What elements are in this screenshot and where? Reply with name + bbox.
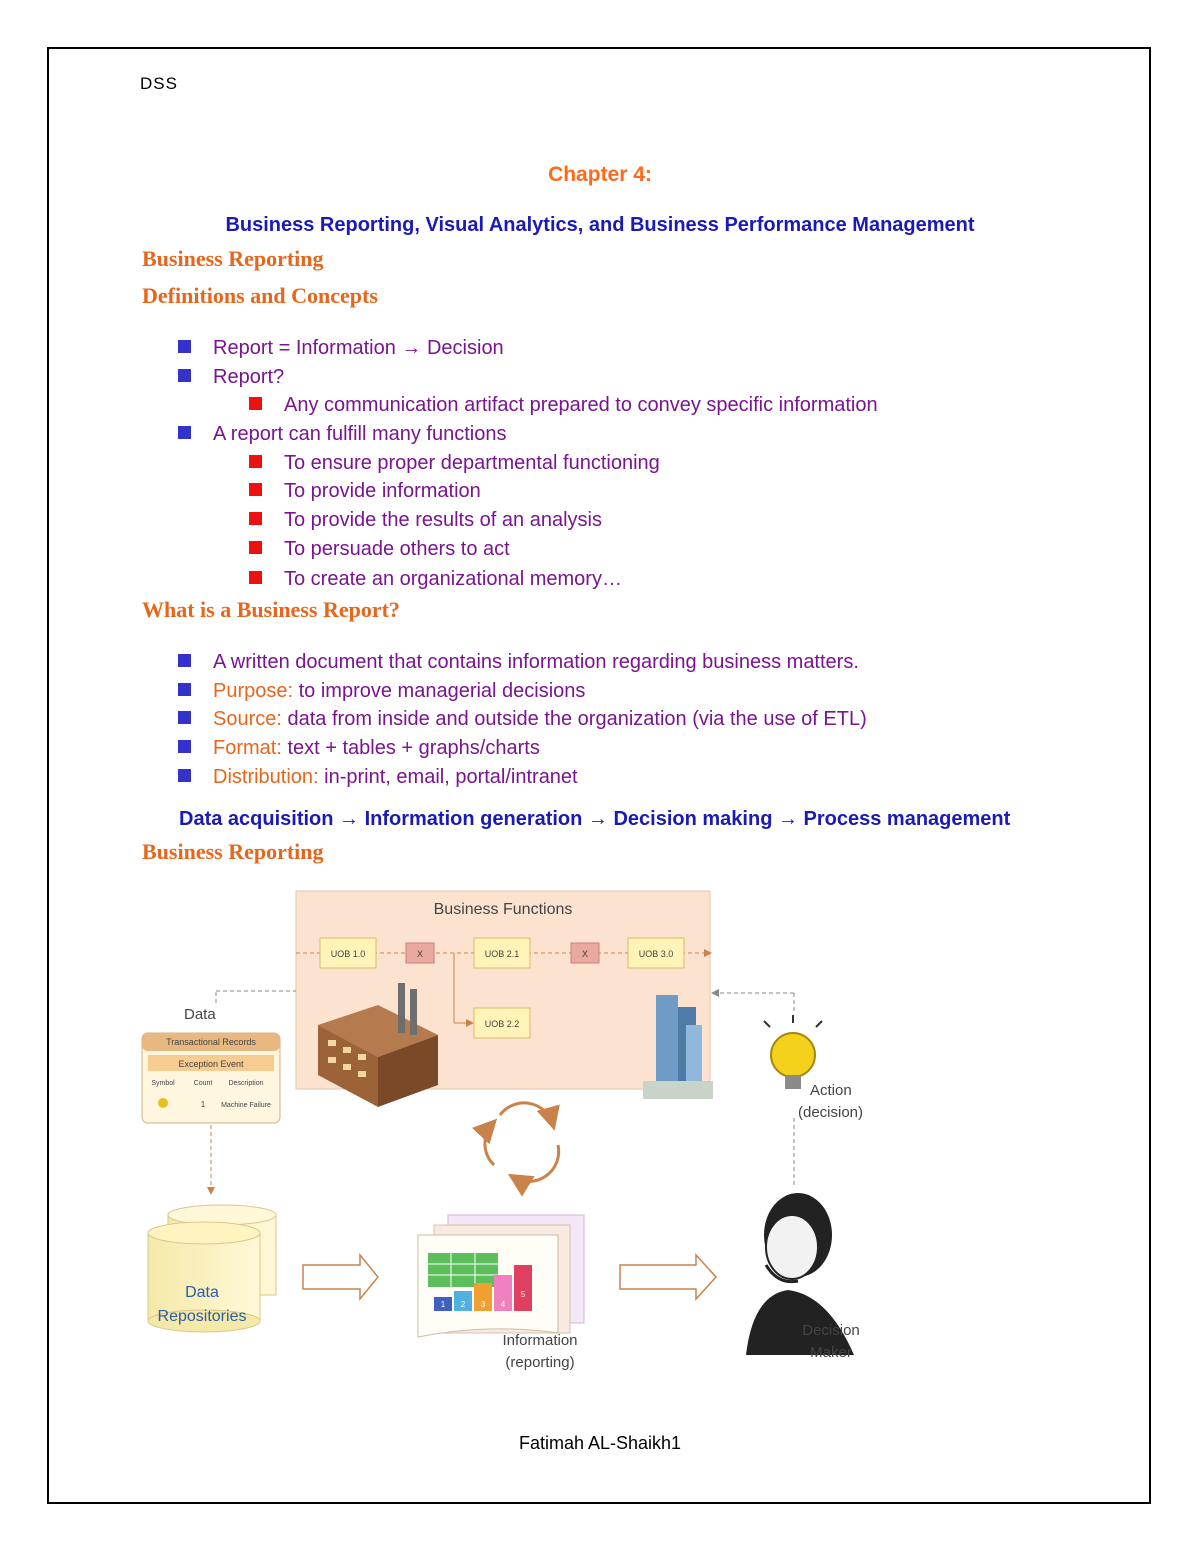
svg-text:3: 3 [480, 1300, 486, 1309]
list-item: To provide the results of an analysis [249, 509, 602, 532]
decision-maker-label-2: Maker [810, 1344, 852, 1361]
uob-box-3 [628, 938, 684, 968]
svg-text:5: 5 [520, 1290, 526, 1299]
svg-text:2: 2 [460, 1300, 466, 1309]
list-item: Source: data from inside and outside the organization (via the use of ETL) [178, 708, 867, 731]
bullet-square-icon [178, 769, 191, 782]
svg-text:Transactional Records: Transactional Records [166, 1037, 256, 1047]
flow-arrow-2 [620, 1255, 716, 1299]
bullet-square-icon [178, 654, 191, 667]
bullet-square-icon [249, 571, 262, 584]
x-box-2 [571, 943, 599, 963]
list-item: A written document that contains information regarding business matters. [178, 651, 859, 674]
data-label: Data [184, 1006, 216, 1023]
bullet-square-icon [249, 455, 262, 468]
decision-maker-label-1: Decision [802, 1322, 860, 1339]
bullet-square-icon [249, 483, 262, 496]
svg-text:UOB 3.0: UOB 3.0 [638, 949, 674, 959]
list-item: Distribution: in-print, email, portal/intranet [178, 766, 578, 789]
footer-text: Fatimah AL-Shaikh1 [518, 1433, 682, 1453]
bullet-square-icon [178, 369, 191, 382]
flow-arrow-1 [303, 1255, 378, 1299]
section-subheading-definitions: Definitions and Concepts [142, 283, 378, 308]
svg-text:1: 1 [440, 1300, 446, 1309]
information-label-2: (reporting) [505, 1354, 575, 1371]
list-item: Any communication artifact prepared to convey specific information [249, 394, 878, 417]
list-item: To ensure proper departmental functioning [249, 452, 660, 475]
information-label-1: Information [502, 1332, 578, 1349]
cycle-arrows-icon [485, 1103, 559, 1182]
bullet-square-icon [178, 426, 191, 439]
list-item: Format: text + tables + graphs/charts [178, 737, 540, 760]
svg-text:X: X [416, 949, 424, 959]
section-heading-business-reporting: Business Reporting [142, 246, 324, 271]
chapter-title: Chapter 4: [548, 163, 652, 186]
bullet-square-icon [178, 340, 191, 353]
bulb-small-icon [158, 1098, 168, 1108]
svg-text:Exception Event: Exception Event [178, 1059, 244, 1069]
svg-text:Machine Failure: Machine Failure [221, 1102, 271, 1109]
uob-box-1 [320, 938, 376, 968]
bullet-square-icon [249, 541, 262, 554]
header-label: DSS [140, 74, 178, 93]
light-bulb-icon [764, 1015, 822, 1089]
bullet-square-icon [178, 711, 191, 724]
svg-text:Count: Count [193, 1080, 213, 1087]
chapter-subtitle: Business Reporting, Visual Analytics, and Business Performance Management [225, 214, 975, 236]
list-item: To provide information [249, 480, 481, 503]
repos-label-2: Repositories [157, 1308, 247, 1325]
svg-text:Symbol: Symbol [151, 1080, 175, 1087]
bullet-square-icon [249, 512, 262, 525]
transactional-records-table [142, 1033, 280, 1123]
repos-label-1: Data [185, 1284, 219, 1301]
svg-text:UOB 1.0: UOB 1.0 [330, 949, 366, 959]
svg-text:Description: Description [228, 1080, 264, 1087]
list-item: Purpose: to improve managerial decisions [178, 680, 585, 703]
svg-text:UOB 2.1: UOB 2.1 [484, 949, 520, 959]
svg-text:UOB 2.2: UOB 2.2 [484, 1019, 520, 1029]
business-functions-title: Business Functions [433, 901, 573, 918]
list-item: To create an organizational memory… [249, 568, 622, 591]
list-item: Report? [178, 366, 284, 389]
section-heading-business-reporting-2: Business Reporting [142, 839, 324, 864]
uob-box-2 [474, 938, 530, 968]
bullet-square-icon [178, 683, 191, 696]
bullet-square-icon [178, 740, 191, 753]
uob-box-4 [474, 1008, 530, 1038]
action-label: Action [810, 1082, 852, 1099]
list-item: A report can fulfill many functions [178, 423, 506, 446]
x-box-1 [406, 943, 434, 963]
list-item: To persuade others to act [249, 538, 510, 561]
svg-text:1: 1 [200, 1100, 206, 1109]
information-report-icon [418, 1215, 584, 1337]
process-flow-line: Data acquisition → Information generation → Decision making → Process management [179, 808, 1011, 830]
decision-label: (decision) [798, 1104, 864, 1121]
svg-text:X: X [581, 949, 589, 959]
business-reporting-diagram [138, 885, 1038, 1385]
bullet-square-icon [249, 397, 262, 410]
svg-text:4: 4 [500, 1300, 506, 1309]
list-item: Report = Information → Decision [178, 337, 504, 360]
section-heading-what-is-report: What is a Business Report? [142, 597, 400, 622]
